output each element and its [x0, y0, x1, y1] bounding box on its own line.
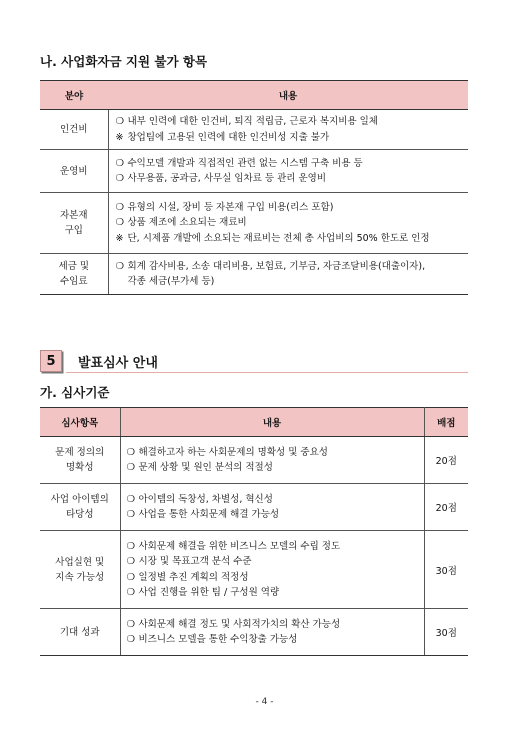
criterion-label: 문제 정의의	[55, 447, 105, 458]
unsupported-items-table	[40, 80, 468, 295]
bullet-item	[116, 200, 469, 216]
table-row	[40, 437, 468, 484]
bullet-circle-icon: ❍	[115, 201, 125, 213]
category-label: 자본재	[59, 210, 88, 221]
category-cell	[40, 110, 108, 150]
item-text: 사회문제 해결을 위한 비즈니스 모델의 수립 정도	[138, 540, 341, 552]
category-cell	[40, 193, 108, 254]
bullet-item	[127, 617, 424, 633]
item-text: 아이템의 독창성, 차별성, 혁신성	[138, 493, 273, 505]
section-number-badge: 5	[40, 350, 62, 372]
score-cell: 20점	[424, 484, 468, 531]
bullet-item	[127, 632, 424, 648]
item-text: 사회문제 해결 정도 및 사회적가치의 확산 가능성	[138, 618, 341, 630]
content-cell	[108, 150, 468, 193]
bullet-circle-icon: ❍	[115, 217, 125, 229]
item-text: 내부 인력에 대한 인건비, 퇴직 적립금, 근로자 복지비용 일체	[127, 116, 378, 127]
item-text-continued: 각종 세금(부가세 등)	[127, 276, 215, 287]
note-mark-icon: ※	[115, 232, 124, 244]
content-cell	[108, 254, 468, 295]
criterion-cell	[40, 484, 120, 531]
table-row	[40, 150, 468, 193]
page-number: - 4 -	[255, 697, 274, 707]
item-text: 회계 감사비용, 소송 대리비용, 보험료, 기부금, 자금조달비용(대출이자),	[127, 260, 426, 272]
bullet-circle-icon: ❍	[126, 634, 136, 645]
header-content: 내용	[108, 81, 468, 110]
item-text: 수익모델 개발과 직접적인 관련 없는 시스템 구축 비용 등	[127, 157, 363, 169]
content-cell	[108, 110, 468, 150]
score-cell: 20점	[424, 437, 468, 484]
bullet-circle-icon: ❍	[115, 173, 125, 184]
item-text: 일정별 추진 계획의 적정성	[138, 571, 249, 583]
bullet-item	[127, 585, 424, 601]
bullet-circle-icon: ❍	[126, 462, 136, 473]
item-text: 상품 제조에 소요되는 재료비	[127, 217, 247, 229]
bullet-circle-icon: ❍	[126, 446, 136, 458]
item-text: 문제 상황 및 원인 분석의 적절성	[138, 462, 273, 473]
category-label: 운영비	[59, 165, 88, 177]
bullet-circle-icon: ❍	[115, 260, 125, 272]
bullet-circle-icon: ❍	[126, 540, 136, 552]
category-label: 인건비	[59, 124, 88, 135]
header-criterion: 심사항목	[40, 408, 120, 437]
table-header-row	[40, 408, 468, 437]
score-cell: 30점	[424, 531, 468, 609]
bullet-item	[116, 156, 469, 172]
score-cell: 30점	[424, 609, 468, 656]
category-cell	[40, 150, 108, 193]
note-mark-icon: ※	[115, 131, 124, 143]
bullet-item	[127, 539, 424, 555]
criterion-label: 타당성	[65, 509, 94, 520]
bullet-circle-icon: ❍	[126, 493, 136, 505]
bullet-item	[116, 114, 469, 130]
content-cell	[108, 193, 468, 254]
item-text: 시장 및 목표고객 분석 수준	[138, 556, 252, 567]
content-cell	[120, 531, 424, 609]
table-row	[40, 609, 468, 656]
section-heading-evaluation-criteria: 가. 심사기준	[40, 385, 110, 400]
category-label: 세금 및	[58, 261, 90, 272]
content-cell	[120, 484, 424, 531]
table-row	[40, 531, 468, 609]
criterion-label: 기대 성과	[59, 626, 100, 638]
item-text: 사업 진행을 위한 팀 / 구성원 역량	[138, 587, 280, 598]
item-text: 창업팀에 고용된 인력에 대한 인건비성 지출 불가	[127, 131, 330, 143]
table-row	[40, 193, 468, 254]
item-text: 유형의 시설, 장비 등 자본재 구입 비용(리스 포함)	[127, 201, 334, 213]
criterion-label: 명확성	[65, 462, 94, 473]
bullet-item	[116, 171, 469, 187]
note-item	[116, 130, 469, 146]
criterion-label: 사업 아이템의	[50, 494, 109, 505]
criterion-cell	[40, 609, 120, 656]
category-cell	[40, 254, 108, 295]
criterion-label: 지속 가능성	[55, 571, 105, 583]
bullet-circle-icon: ❍	[126, 587, 136, 598]
content-cell	[120, 437, 424, 484]
criterion-cell	[40, 437, 120, 484]
section-title: 발표심사 안내	[78, 356, 158, 371]
bullet-circle-icon: ❍	[115, 116, 125, 127]
bullet-circle-icon: ❍	[115, 157, 125, 169]
evaluation-criteria-table	[40, 407, 468, 656]
header-content: 내용	[120, 408, 424, 437]
bullet-item	[116, 259, 469, 275]
item-text: 해결하고자 하는 사회문제의 명확성 및 중요성	[138, 446, 328, 458]
bullet-circle-icon: ❍	[126, 509, 136, 520]
bullet-circle-icon: ❍	[126, 618, 136, 630]
table-header-row	[40, 81, 468, 110]
section-5-header	[40, 350, 468, 373]
bullet-item	[127, 492, 424, 508]
bullet-item	[127, 460, 424, 476]
bullet-circle-icon: ❍	[126, 571, 136, 583]
criterion-cell	[40, 531, 120, 609]
section-heading-unsupported-items: 나. 사업화자금 지원 불가 항목	[40, 54, 208, 69]
item-text: 단, 시제품 개발에 소요되는 재료비는 전체 총 사업비의 50% 한도로 인정	[127, 232, 430, 244]
table-row	[40, 484, 468, 531]
bullet-item	[127, 554, 424, 570]
bullet-circle-icon: ❍	[126, 556, 136, 567]
note-item	[116, 231, 469, 247]
table-row	[40, 254, 468, 295]
category-label: 수임료	[59, 276, 88, 287]
item-text: 비즈니스 모델을 통한 수익창출 가능성	[138, 634, 298, 645]
item-text: 사무용품, 공과금, 사무실 임차료 등 관리 운영비	[127, 173, 327, 184]
bullet-item	[127, 445, 424, 461]
bullet-item	[127, 570, 424, 586]
bullet-item	[127, 507, 424, 523]
header-score: 배점	[424, 408, 468, 437]
category-label: 구입	[64, 225, 83, 236]
item-text: 사업을 통한 사회문제 해결 가능성	[138, 509, 280, 520]
header-category: 분야	[40, 81, 108, 110]
section-underline	[66, 372, 468, 373]
content-cell	[120, 609, 424, 656]
bullet-item	[116, 215, 469, 231]
table-row	[40, 110, 468, 150]
criterion-label: 사업실현 및	[55, 556, 105, 568]
